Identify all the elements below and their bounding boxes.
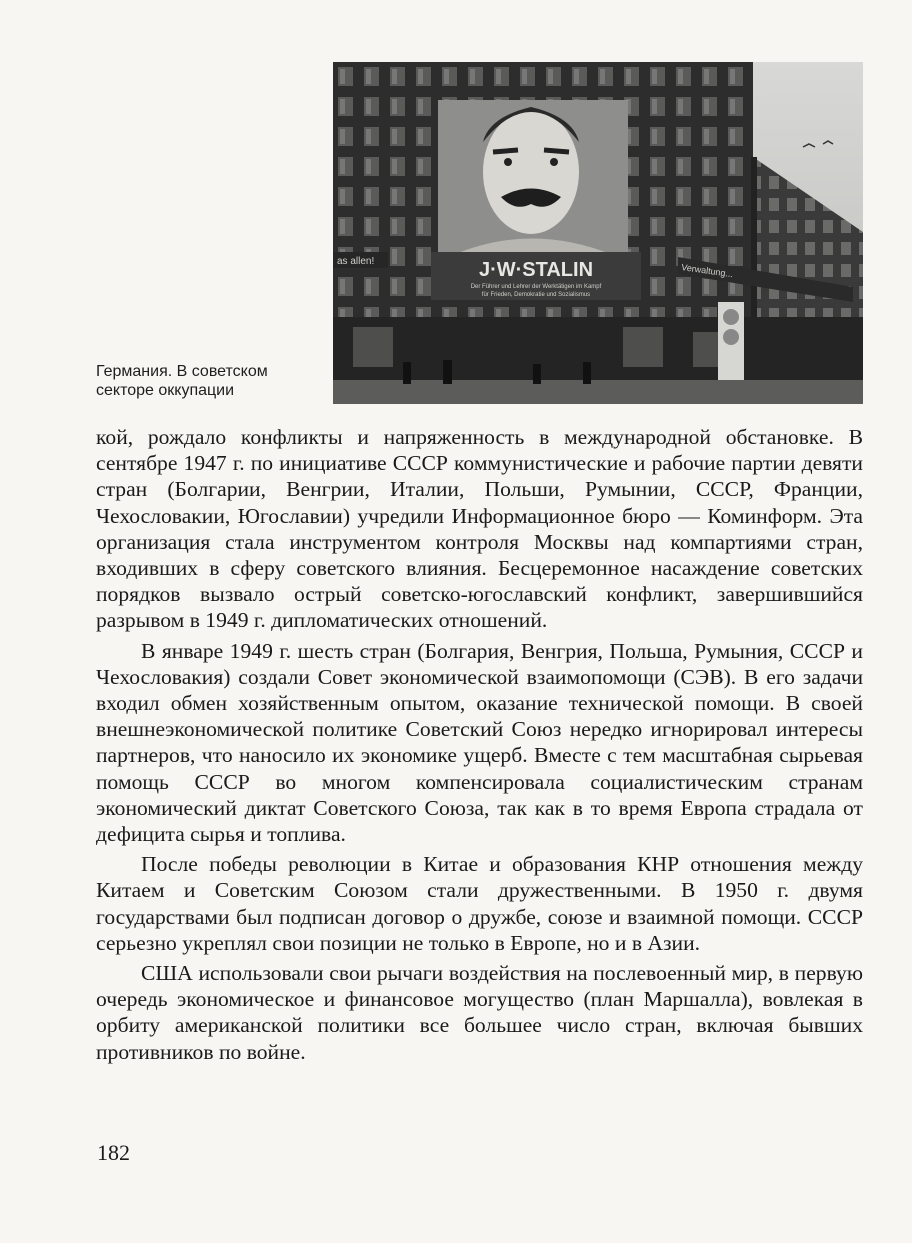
historical-photo xyxy=(333,62,863,404)
photo-caption: Германия. В советском секторе оккупации xyxy=(96,363,268,399)
paragraph: кой, рождало конфликты и напряженность в международной обстановке. В сентябре 1947 г. по инициативе СССР коммунистические и рабочие партии девяти стран (Болгарии, Венгрии, Италии, Польши, Румынии, СССР, Франции, Чехословакии, Югославии) учредили Информационное бюро — Коминформ. Эта организация стала инструментом контроля Москвы над компартиями стран, входивших в сферу советского влияния. Бесцеремонное насаждение советских порядков вызвало острый советско-югославский конфликт, завершившийся разрывом в 1949 г. дипломатических отношений. xyxy=(96,425,863,633)
right-sign-text: Verwaltung... xyxy=(680,262,734,280)
banner-sub-text-1: Der Führer und Lehrer der Werktätigen im Kampf xyxy=(470,284,602,290)
page-number: 182 xyxy=(97,1140,130,1165)
main-text xyxy=(96,424,863,1065)
banner-main-text: J·W·STALIN xyxy=(478,259,594,281)
paragraph: После победы революции в Китае и образования КНР отношения между Китаем и Советским Союзом стали дружественными. В 1950 г. двумя государствами был подписан договор о дружбе, союзе и взаимной помощи. СССР серьезно укреплял свои позиции не только в Европе, но и в Азии. xyxy=(96,852,863,955)
stalin-portrait-building-photo xyxy=(333,62,863,404)
left-sign-text: as allen! xyxy=(337,256,375,267)
banner-sub-text-2: für Frieden, Demokratie und Sozialismus xyxy=(481,292,591,298)
paragraph: В январе 1949 г. шесть стран (Болгария, Венгрия, Польша, Румыния, СССР и Чехословакия) создали Совет экономической взаимопомощи (СЭВ). В его задачи входил обмен хозяйственным опытом, оказание технической помощи. В своей внешнеэкономической политике Советский Союз нередко игнорировал интересы партнеров, что наносило их экономике ущерб. Вместе с тем масштабная сырьевая помощь СССР во многом компенсировала социалистическим странам экономический диктат Советского Союза, так как в то время Европа страдала от дефицита сырья и топлива. xyxy=(96,638,863,847)
paragraph: США использовали свои рычаги воздействия на послевоенный мир, в первую очередь экономическое и финансовое могущество (план Маршалла), вовлекая в орбиту американской политики все большее число стран, включая бывших противников по войне. xyxy=(96,961,863,1064)
